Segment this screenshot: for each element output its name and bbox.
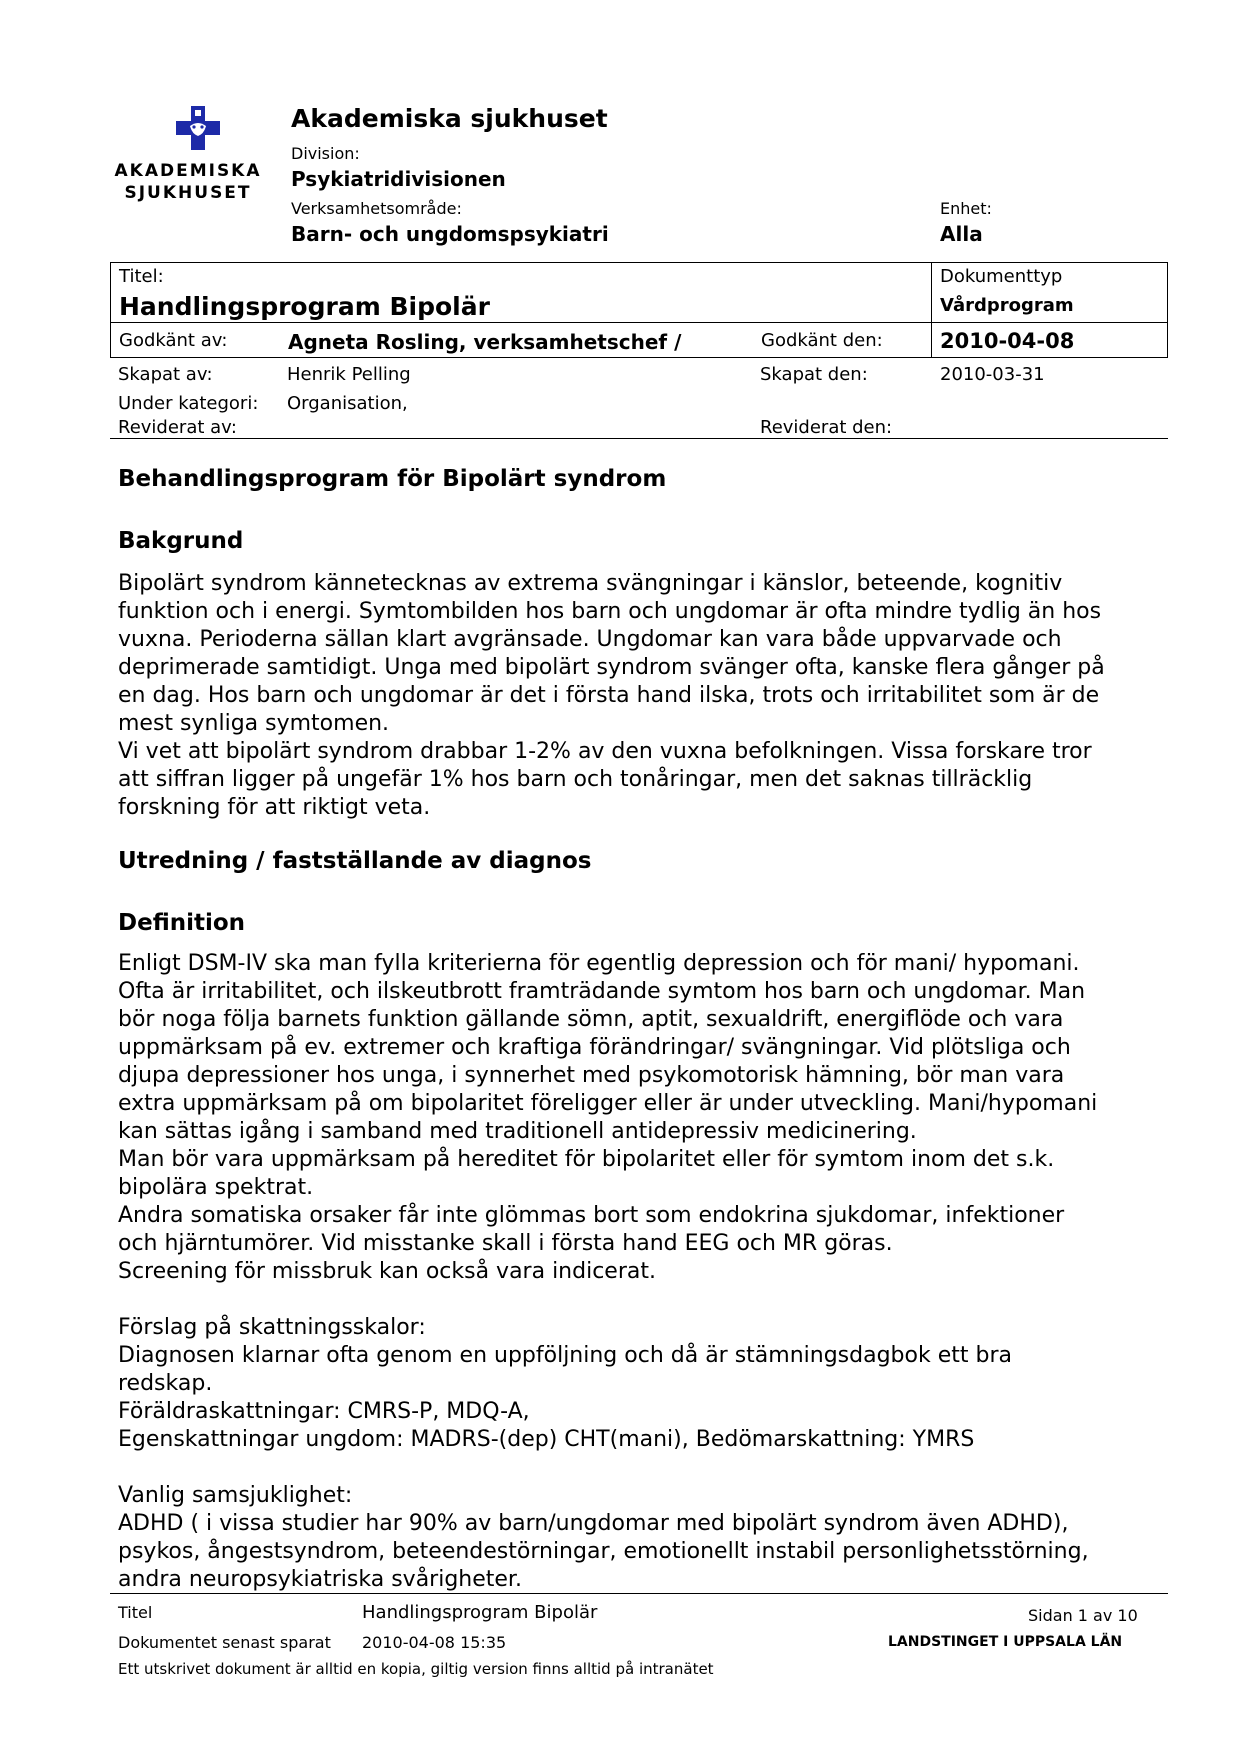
disclaimer: Ett utskrivet dokument är alltid en kopia, giltig version finns alltid på intranätet [118, 1660, 714, 1678]
created-date-value: 2010-03-31 [940, 364, 1045, 385]
text-line: deprimerade samtidigt. Unga med bipolärt syndrom svänger ofta, kanske flera gånger på [118, 655, 1105, 680]
subcategory-label: Under kategori: [118, 393, 259, 414]
text-line: Diagnosen klarnar ofta genom en uppföljning och då är stämningsdagbok ett bra [118, 1343, 1012, 1368]
text-line: andra neuropsykiatriska svårigheter. [118, 1567, 522, 1592]
unit-value: Alla [940, 222, 983, 246]
area-value: Barn- och ungdomspsykiatri [291, 222, 609, 246]
division-label: Division: [291, 144, 360, 163]
approved-row [110, 322, 932, 358]
text-line: en dag. Hos barn och ungdomar är det i första hand ilska, trots och irritabilitet som är de [118, 683, 1100, 708]
hospital-logo [108, 106, 268, 204]
revised-by-label: Reviderat av: [118, 417, 237, 438]
text-line: bör noga följa barnets funktion gällande sömn, aptit, sexualdrift, energiflöde och vara [118, 1007, 1064, 1032]
doctype-value: Vårdprogram [940, 295, 1074, 316]
text-line: funktion och i energi. Symtombilden hos barn och ungdomar är ofta mindre tydlig än hos [118, 599, 1102, 624]
saved-value: 2010-04-08 15:35 [362, 1633, 507, 1652]
meta-divider [110, 438, 1168, 439]
diagnosis-heading: Utredning / fastställande av diagnos [118, 848, 592, 874]
footer-divider [110, 1593, 1168, 1594]
approved-by-value: Agneta Rosling, verksamhetschef / [288, 330, 682, 354]
definition-paragraph [118, 950, 1173, 1286]
text-line: bipolära spektrat. [118, 1175, 314, 1200]
text-line: och hjärntumörer. Vid misstanke skall i första hand EEG och MR göras. [118, 1231, 893, 1256]
approved-date-value: 2010-04-08 [940, 329, 1075, 353]
organization-name: Akademiska sjukhuset [291, 104, 608, 133]
page-info: Sidan 1 av 10 [1028, 1606, 1138, 1625]
text-line: Vi vet att bipolärt syndrom drabbar 1-2% av den vuxna befolkningen. Vissa forskare tror [118, 739, 1092, 764]
background-paragraph [118, 570, 1173, 822]
subcategory-value: Organisation, [287, 393, 408, 414]
footer-title-label: Titel [118, 1603, 153, 1622]
doctype-cell [931, 262, 1168, 323]
text-line: uppmärksam på ev. extremer och kraftiga förändringar/ svängningar. Vid plötsliga och [118, 1035, 1071, 1060]
text-line: Man bör vara uppmärksam på hereditet för bipolaritet eller för symtom inom det s.k. [118, 1147, 1055, 1172]
text-line: Enligt DSM-IV ska man fylla kriterierna för egentlig depression och för mani/ hypomani. [118, 951, 1080, 976]
text-line: forskning för att riktigt veta. [118, 795, 431, 820]
unit-label: Enhet: [940, 199, 992, 218]
saved-label: Dokumentet senast sparat [118, 1633, 331, 1652]
logo-text-line1: AKADEMISKA [114, 161, 262, 181]
text-line: Föräldraskattningar: CMRS-P, MDQ-A, [118, 1399, 530, 1424]
text-line: Förslag på skattningsskalor: [118, 1315, 426, 1340]
division-value: Psykiatridivisionen [291, 167, 506, 191]
text-line: Egenskattningar ungdom: MADRS-(dep) CHT(mani), Bedömarskattning: YMRS [118, 1427, 975, 1452]
title-cell [110, 262, 932, 323]
scales-paragraph [118, 1314, 1173, 1454]
comorbidity-paragraph [118, 1482, 1173, 1594]
footer-title-value: Handlingsprogram Bipolär [362, 1602, 598, 1623]
created-by-value: Henrik Pelling [287, 364, 411, 385]
area-label: Verksamhetsområde: [291, 199, 462, 218]
doctype-label: Dokumenttyp [940, 266, 1063, 287]
document-title: Handlingsprogram Bipolär [119, 292, 490, 321]
created-date-label: Skapat den: [760, 364, 868, 385]
text-line: mest synliga symtomen. [118, 711, 390, 736]
text-line: kan sättas igång i samband med traditionell antidepressiv medicinering. [118, 1119, 917, 1144]
county-name: LANDSTINGET I UPPSALA LÄN [888, 1634, 1123, 1650]
title-label: Titel: [119, 266, 164, 287]
text-line: Andra somatiska orsaker får inte glömmas bort som endokrina sjukdomar, infektioner [118, 1203, 1065, 1228]
approved-date-cell [931, 322, 1168, 358]
text-line: att siffran ligger på ungefär 1% hos barn och tonåringar, men det saknas tillräcklig [118, 767, 1033, 792]
created-by-label: Skapat av: [118, 364, 213, 385]
text-line: extra uppmärksam på om bipolaritet föreligger eller är under utveckling. Mani/hypomani [118, 1091, 1098, 1116]
text-line: psykos, ångestsyndrom, beteendestörningar, emotionellt instabil personlighetsstörning, [118, 1539, 1089, 1564]
logo-text-line2: SJUKHUSET [124, 183, 252, 203]
text-line: Screening för missbruk kan också vara indicerat. [118, 1259, 656, 1284]
definition-heading: Definition [118, 910, 246, 936]
main-heading: Behandlingsprogram för Bipolärt syndrom [118, 466, 667, 492]
text-line: vuxna. Perioderna sällan klart avgränsade. Ungdomar kan vara både uppvarvade och [118, 627, 1062, 652]
text-line: Bipolärt syndrom kännetecknas av extrema svängningar i känslor, beteende, kognitiv [118, 571, 1063, 596]
background-heading: Bakgrund [118, 528, 244, 554]
text-line: redskap. [118, 1371, 213, 1396]
text-line: ADHD ( i vissa studier har 90% av barn/ungdomar med bipolärt syndrom även ADHD), [118, 1511, 1069, 1536]
approved-date-label: Godkänt den: [761, 330, 883, 351]
text-line: Ofta är irritabilitet, och ilskeutbrott framträdande symtom hos barn och ungdomar. Man [118, 979, 1086, 1004]
approved-by-label: Godkänt av: [119, 330, 228, 351]
cross-logo-icon [176, 106, 220, 150]
text-line: djupa depressioner hos unga, i synnerhet med psykomotorisk hämning, bör man vara [118, 1063, 1065, 1088]
text-line: Vanlig samsjuklighet: [118, 1483, 353, 1508]
revised-date-label: Reviderat den: [760, 417, 893, 438]
